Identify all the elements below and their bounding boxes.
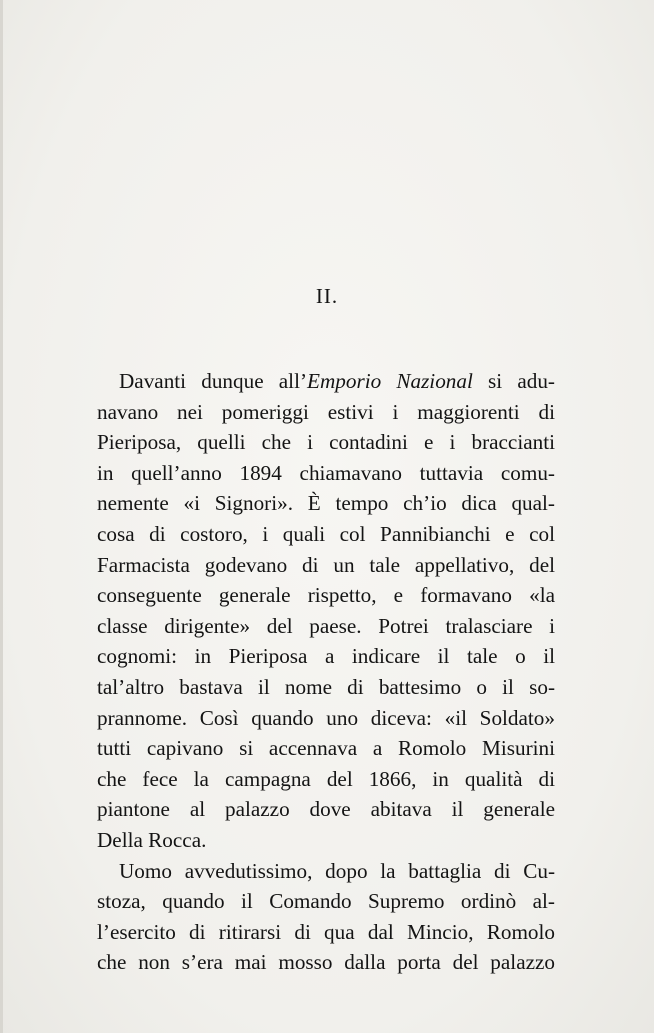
- line-text: nemente «i Signori». È tempo ch’io dica qual-: [97, 491, 555, 516]
- text-line: [97, 427, 555, 458]
- line-text: tal’altro bastava il nome di battesimo o il so-: [97, 674, 555, 699]
- text-line: [97, 733, 555, 764]
- line-text: prannome. Così quando uno diceva: «il Soldato»: [97, 705, 555, 730]
- line-text: cosa di costoro, i quali col Pannibianchi e col: [97, 521, 555, 546]
- line-text: stoza, quando il Comando Supremo ordinò al-: [97, 889, 555, 914]
- text-line: [97, 825, 555, 856]
- text-line: [97, 917, 555, 948]
- line-text: navano nei pomeriggi estivi i maggiorenti di: [97, 399, 555, 424]
- line-text: cognomi: in Pieriposa a indicare il tale o il: [97, 644, 555, 669]
- text-line: [97, 856, 555, 887]
- text-line: [97, 886, 555, 917]
- line-text: classe dirigente» del paese. Potrei tralasciare i: [97, 613, 555, 638]
- text-line: [97, 641, 555, 672]
- text-line: [97, 672, 555, 703]
- text-line: [97, 458, 555, 489]
- line-text: si adu-: [472, 369, 555, 393]
- line-text: Pieriposa, quelli che i contadini e i braccianti: [97, 430, 555, 455]
- text-line: [97, 397, 555, 428]
- line-text: tutti capivano si accennava a Romolo Misurini: [97, 736, 555, 761]
- text-line: [97, 703, 555, 734]
- italic-title: Emporio Nazional: [307, 369, 473, 393]
- text-line: [97, 611, 555, 642]
- line-text: che fece la campagna del 1866, in qualità di: [97, 766, 555, 791]
- line-text: Farmacista godevano di un tale appellativo, del: [97, 552, 555, 577]
- line-text: conseguente generale rispetto, e formavano «la: [97, 583, 555, 608]
- line-text: piantone al palazzo dove abitava il generale: [97, 797, 555, 822]
- line-text: in quell’anno 1894 chiamavano tuttavia comu-: [97, 460, 555, 485]
- text-line: [97, 488, 555, 519]
- body-text: [97, 366, 555, 978]
- line-text: che non s’era mai mosso dalla porta del palazzo: [97, 950, 555, 975]
- chapter-heading: II.: [315, 284, 339, 308]
- text-line: [97, 519, 555, 550]
- line-text: Uomo avvedutissimo, dopo la battaglia di Cu-: [119, 858, 555, 883]
- line-text: l’esercito di ritirarsi di qua dal Mincio, Romolo: [97, 919, 555, 944]
- text-line: [97, 764, 555, 795]
- text-line: [97, 947, 555, 978]
- text-line: [97, 550, 555, 581]
- line-text: Davanti dunque all’: [119, 369, 308, 393]
- text-line: [97, 366, 555, 397]
- text-line: [97, 580, 555, 611]
- text-line: [97, 794, 555, 825]
- line-text: Della Rocca.: [97, 827, 207, 852]
- page-edge: [0, 0, 3, 1033]
